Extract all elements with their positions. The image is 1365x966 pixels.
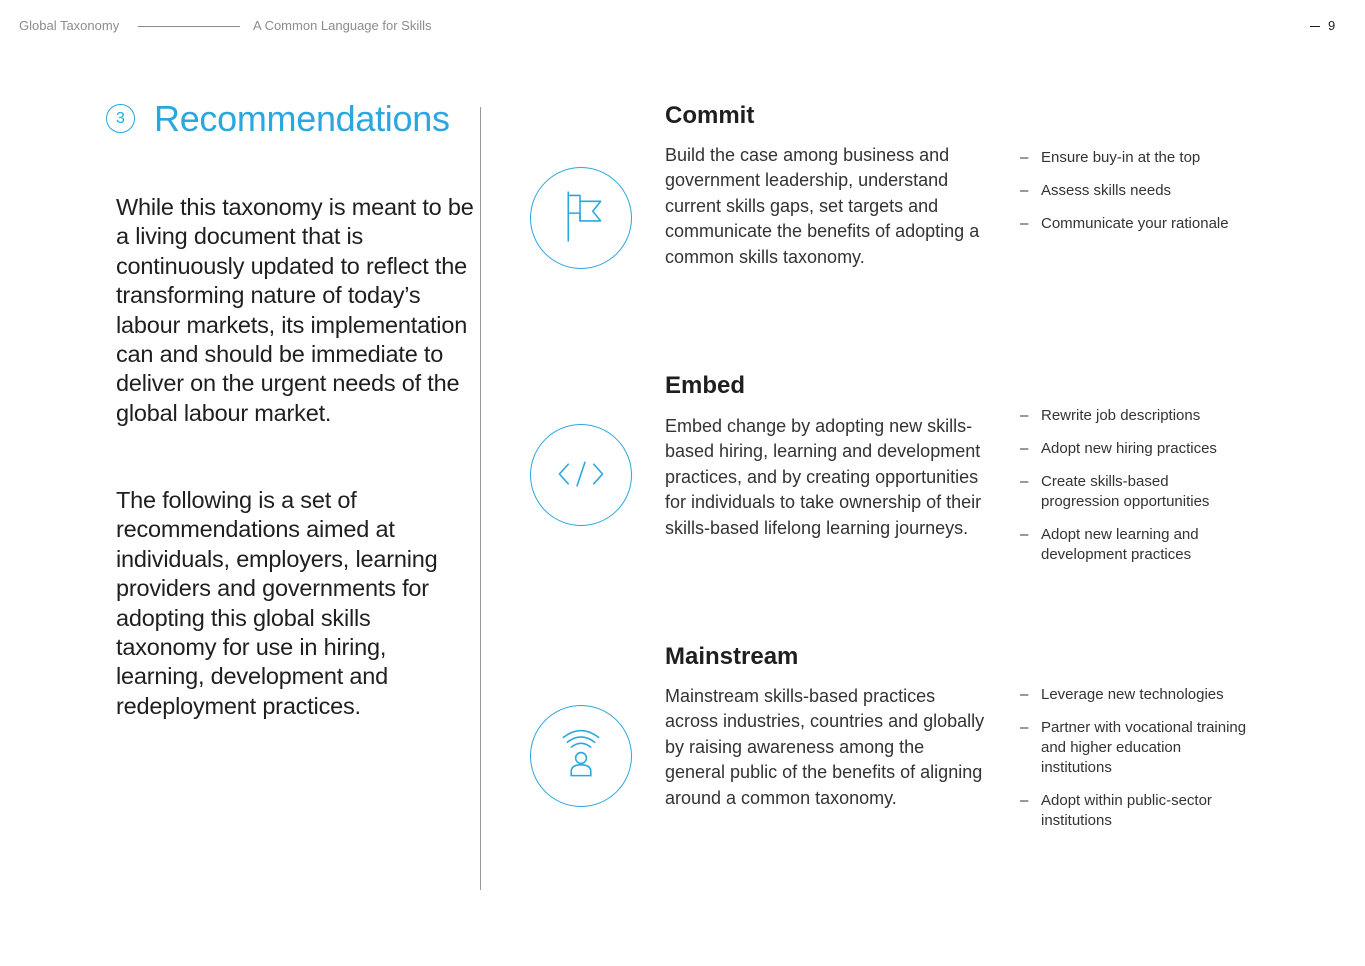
section-number-badge xyxy=(106,104,135,133)
recommendation-title-embed: Embed xyxy=(665,372,746,399)
action-item: – Communicate your rationale xyxy=(1020,214,1250,234)
action-list-mainstream xyxy=(1020,685,1250,831)
action-item: – Create skills-based progression opportunities xyxy=(1020,472,1250,512)
action-item: – Rewrite job descriptions xyxy=(1020,406,1250,426)
recommendation-title-mainstream: Mainstream xyxy=(665,643,799,670)
action-item: – Adopt new hiring practices xyxy=(1020,439,1250,459)
flag-icon xyxy=(530,167,632,269)
running-header-subtitle: A Common Language for Skills xyxy=(253,18,432,33)
action-item: – Adopt new learning and development practices xyxy=(1020,525,1250,565)
action-list-embed xyxy=(1020,406,1250,565)
action-item: – Partner with vocational training and higher education institutions xyxy=(1020,718,1250,778)
recommendation-title-commit: Commit xyxy=(665,102,755,129)
page-number-dash xyxy=(1310,26,1320,27)
action-item: – Leverage new technologies xyxy=(1020,685,1250,705)
action-item: – Adopt within public-sector institutions xyxy=(1020,791,1250,831)
broadcast-person-icon xyxy=(530,705,632,807)
recommendation-description-mainstream: Mainstream skills-based practices across industries, countries and globally by raising awareness among the general public of the benefits of aligning around a common taxonomy. xyxy=(665,686,985,808)
action-item: – Assess skills needs xyxy=(1020,181,1250,201)
code-icon xyxy=(530,424,632,526)
action-list-commit xyxy=(1020,148,1250,234)
section-number: 3 xyxy=(116,109,125,127)
running-header-title: Global Taxonomy xyxy=(19,18,120,33)
action-item: – Ensure buy-in at the top xyxy=(1020,148,1250,168)
column-divider xyxy=(480,107,481,890)
page-number: 9 xyxy=(1328,18,1336,33)
header-divider xyxy=(138,26,240,27)
section-title: Recommendations xyxy=(154,98,450,139)
intro-paragraph-1: While this taxonomy is meant to be a living document that is continuously updated to reflect the transforming nature of today’s labour markets, its implementation can and should be immediate to deliver on the urgent needs of the global labour market. xyxy=(116,194,474,426)
recommendation-description-commit: Build the case among business and government leadership, understand current skills gaps, set targets and communicate the benefits of adopting a common skills taxonomy. xyxy=(665,145,980,267)
intro-paragraph-2: The following is a set of recommendations aimed at individuals, employers, learning providers and governments for adopting this global skills taxonomy for use in hiring, learning, development and redeployment practices. xyxy=(116,487,438,719)
recommendation-description-embed: Embed change by adopting new skills-based hiring, learning and development practices, and by creating opportunities for individuals to take ownership of their skills-based lifelong learning journeys. xyxy=(665,416,982,538)
